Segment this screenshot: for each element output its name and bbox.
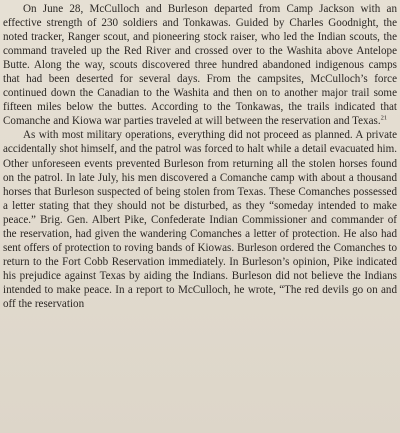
paragraph-1-text: On June 28, McCulloch and Burleson departed from Camp Jackson with an effective strength of 230 soldiers and Tonkawas. Guided by Charles Goodnight, the noted tracker, Ranger scout, and pioneering stock raiser, who led the Indian scouts, the command traveled up the Red River and crossed over to the Washita above Antelope Butte. Along the way, scouts discovered three hundred abandoned indigenous camps that had been deserted for several days. From the campsites, McCulloch’s force continued down the Canadian to the Washita and then on to another major trail some fifteen miles below the buttes. According to the Tonkawas, the trails indicated that Comanche and Kiowa war parties traveled at will between the reservation and Texas. [3, 3, 397, 128]
paragraph-1 [3, 2, 397, 128]
text-block [3, 2, 397, 311]
footnote-marker[interactable]: 21 [380, 114, 388, 122]
paragraph-2 [3, 128, 397, 311]
paragraph-2-text: As with most military operations, everything did not proceed as planned. A private accidentally shot himself, and the patrol was forced to halt while a detail evacuated him. Other unforeseen events prevented Burleson from returning all the stolen horses found on the patrol. In late July, his men discovered a Comanche camp with about a thousand horses that Burleson suspected of being stolen from Texas. These Comanches possessed a letter stating that they should not be disturbed, as they “someday intended to make peace.” Brig. Gen. Albert Pike, Confederate Indian Commissioner and commander of the reservation, had given the wandering Comanches a letter of protection. He also had sent offers of protection to roving bands of Kiowas. Burleson ordered the Comanches to return to the Fort Cobb Reservation immediately. In Burleson’s opinion, Pike indicated his prejudice against Texas by aiding the Indians. Burleson did not believe the Indians intended to make peace. In a report to McCulloch, he wrote, “The red devils go on and off the reservation [3, 129, 397, 310]
